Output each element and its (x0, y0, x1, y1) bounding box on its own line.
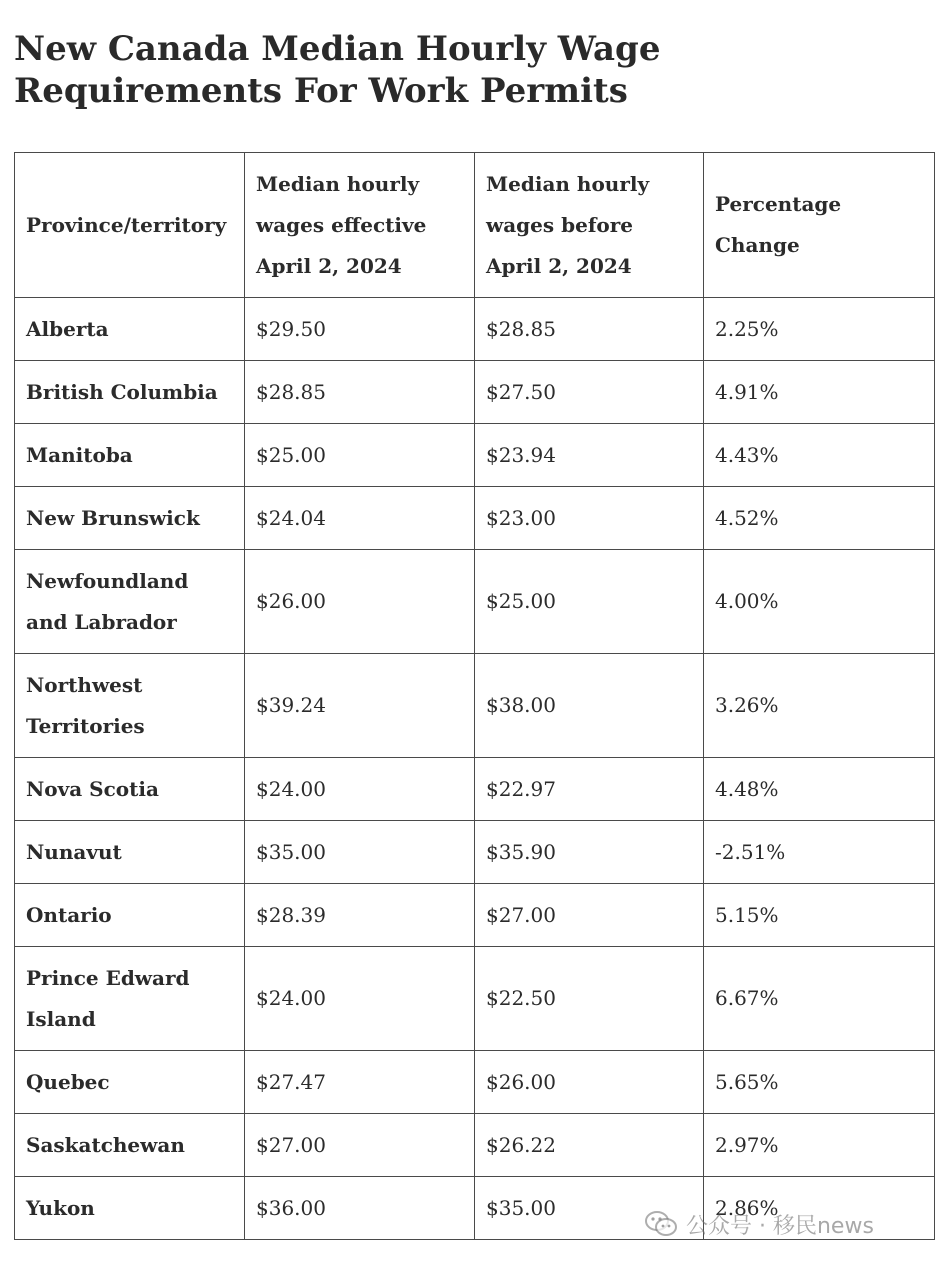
wage-before-cell: $22.97 (475, 758, 704, 821)
table-row (15, 884, 935, 947)
wage-before-cell: $23.94 (475, 424, 704, 487)
table-header-row (15, 153, 935, 298)
province-cell: Saskatchewan (15, 1114, 245, 1177)
wage-effective-cell: $29.50 (245, 298, 475, 361)
wage-effective-cell: $24.00 (245, 758, 475, 821)
table-row (15, 550, 935, 654)
province-cell: Northwest Territories (15, 654, 245, 758)
province-cell: British Columbia (15, 361, 245, 424)
percentage-change-cell: 2.25% (704, 298, 935, 361)
header-wages-before: Median hourly wages before April 2, 2024 (475, 153, 704, 298)
table-row (15, 361, 935, 424)
table-row (15, 758, 935, 821)
page-title: New Canada Median Hourly Wage Requirements For Work Permits (14, 29, 661, 111)
table-row (15, 654, 935, 758)
header-wages-effective: Median hourly wages effective April 2, 2024 (245, 153, 475, 298)
wage-before-cell: $26.00 (475, 1051, 704, 1114)
province-cell: New Brunswick (15, 487, 245, 550)
wage-before-cell: $25.00 (475, 550, 704, 654)
percentage-change-cell: 4.52% (704, 487, 935, 550)
watermark-text: 公众号 · 移民news (686, 1213, 874, 1239)
wage-before-cell: $38.00 (475, 654, 704, 758)
wage-effective-cell: $35.00 (245, 821, 475, 884)
wage-before-cell: $35.00 (475, 1177, 704, 1240)
percentage-change-cell: 5.15% (704, 884, 935, 947)
wage-effective-cell: $27.00 (245, 1114, 475, 1177)
table-row (15, 1114, 935, 1177)
percentage-change-cell: 4.91% (704, 361, 935, 424)
wage-effective-cell: $39.24 (245, 654, 475, 758)
table-row (15, 487, 935, 550)
percentage-change-cell: 2.86% (704, 1177, 935, 1240)
wage-effective-cell: $36.00 (245, 1177, 475, 1240)
wage-before-cell: $35.90 (475, 821, 704, 884)
percentage-change-cell: 4.00% (704, 550, 935, 654)
province-cell: Newfoundland and Labrador (15, 550, 245, 654)
province-cell: Ontario (15, 884, 245, 947)
province-cell: Nova Scotia (15, 758, 245, 821)
table-row (15, 947, 935, 1051)
province-cell: Manitoba (15, 424, 245, 487)
wage-before-cell: $27.00 (475, 884, 704, 947)
province-cell: Nunavut (15, 821, 245, 884)
percentage-change-cell: 2.97% (704, 1114, 935, 1177)
wage-before-cell: $23.00 (475, 487, 704, 550)
wage-effective-cell: $25.00 (245, 424, 475, 487)
header-province: Province/territory (15, 153, 245, 298)
wage-effective-cell: $26.00 (245, 550, 475, 654)
wage-table (14, 152, 935, 1240)
percentage-change-cell: 3.26% (704, 654, 935, 758)
header-percentage-change: Percentage Change (704, 153, 935, 298)
province-cell: Yukon (15, 1177, 245, 1240)
table-row (15, 298, 935, 361)
wage-before-cell: $26.22 (475, 1114, 704, 1177)
wage-effective-cell: $24.04 (245, 487, 475, 550)
table-row (15, 821, 935, 884)
wage-before-cell: $28.85 (475, 298, 704, 361)
percentage-change-cell: 4.43% (704, 424, 935, 487)
wage-effective-cell: $24.00 (245, 947, 475, 1051)
percentage-change-cell: -2.51% (704, 821, 935, 884)
wage-before-cell: $22.50 (475, 947, 704, 1051)
province-cell: Prince Edward Island (15, 947, 245, 1051)
wage-effective-cell: $28.39 (245, 884, 475, 947)
table-row (15, 424, 935, 487)
table-row (15, 1051, 935, 1114)
percentage-change-cell: 6.67% (704, 947, 935, 1051)
wage-before-cell: $27.50 (475, 361, 704, 424)
province-cell: Alberta (15, 298, 245, 361)
wage-effective-cell: $27.47 (245, 1051, 475, 1114)
province-cell: Quebec (15, 1051, 245, 1114)
wage-effective-cell: $28.85 (245, 361, 475, 424)
watermark (644, 1206, 874, 1242)
percentage-change-cell: 4.48% (704, 758, 935, 821)
percentage-change-cell: 5.65% (704, 1051, 935, 1114)
wechat-icon (644, 1209, 678, 1239)
